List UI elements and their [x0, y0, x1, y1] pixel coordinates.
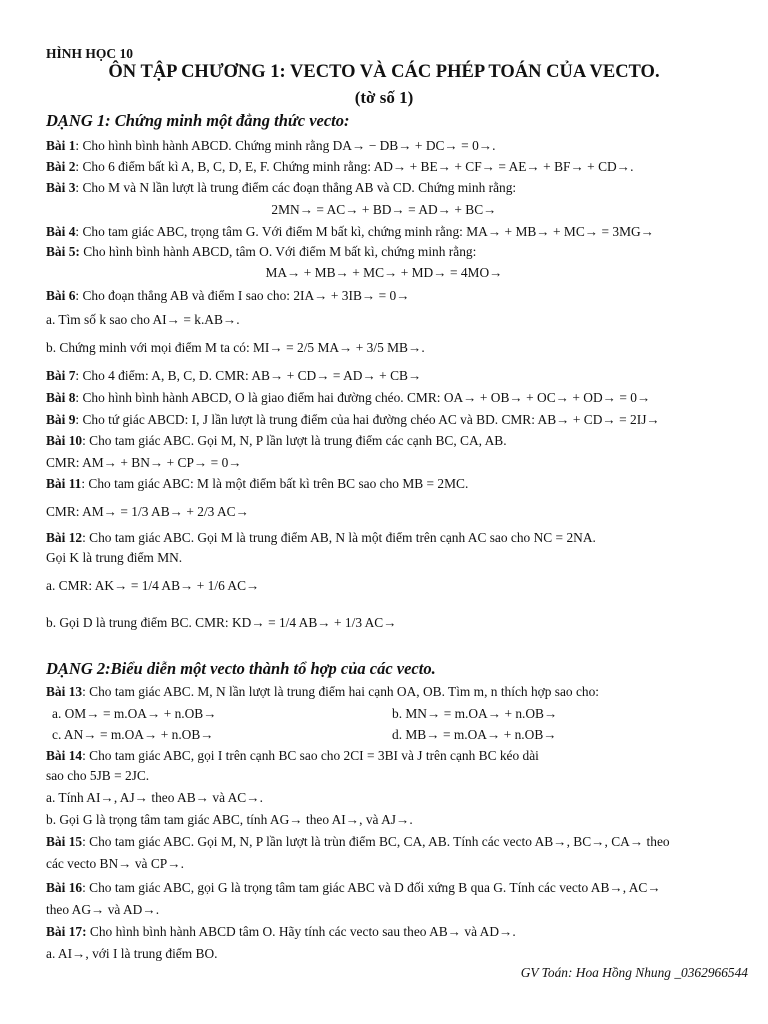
exercise-4: Bài 4: Cho tam giác ABC, trọng tâm G. Với điểm M bất kì, chứng minh rằng: MA→ + MB→ + MC→ = 3MG→	[46, 224, 655, 239]
exercise-6b: b. Chứng minh với mọi điểm M ta có: MI→ = 2/5 MA→ + 3/5 MB→.	[46, 340, 425, 355]
page-title: ÔN TẬP CHƯƠNG 1: VECTO VÀ CÁC PHÉP TOÁN CỦA VECTO.	[108, 62, 660, 82]
exercise-11: Bài 11: Cho tam giác ABC: M là một điểm bất kì trên BC sao cho MB = 2MC.	[46, 476, 469, 491]
exercise-3-formula: 2MN→ = AC→ + BD→ = AD→ + BC→	[271, 202, 497, 217]
exercise-12a: a. CMR: AK→ = 1/4 AB→ + 1/6 AC→	[46, 578, 260, 593]
exercise-7: Bài 7: Cho 4 điểm: A, B, C, D. CMR: AB→ + CD→ = AD→ + CB→	[46, 368, 422, 383]
exercise-2: Bài 2: Cho 6 điểm bất kì A, B, C, D, E, F. Chứng minh rằng: AD→ + BE→ + CF→ = AE→ + BF→ + CD→.	[46, 159, 634, 174]
course-label: HÌNH HỌC 10	[46, 46, 134, 61]
exercise-13d: d. MB→ = m.OA→ + n.OB→	[392, 727, 557, 742]
exercise-11-cmr: CMR: AM→ = 1/3 AB→ + 2/3 AC→	[46, 504, 249, 519]
exercise-13a: a. OM→ = m.OA→ + n.OB→	[52, 706, 217, 721]
exercise-16-cont: theo AG→ và AD→.	[46, 902, 160, 917]
sheet-number: (tờ số 1)	[354, 88, 414, 107]
exercise-14a: a. Tính AI→, AJ→ theo AB→ và AC→.	[46, 790, 263, 805]
exercise-13b: b. MN→ = m.OA→ + n.OB→	[392, 706, 558, 721]
exercise-14b: b. Gọi G là trọng tâm tam giác ABC, tính AG→ theo AI→, và AJ→.	[46, 812, 413, 827]
exercise-15: Bài 15: Cho tam giác ABC. Gọi M, N, P lần lượt là trùn điểm BC, CA, AB. Tính các vecto AB→, BC→, CA→ theo	[46, 834, 670, 849]
exercise-12-note: Gọi K là trung điểm MN.	[46, 550, 183, 565]
exercise-5: Bài 5: Cho hình bình hành ABCD, tâm O. Với điểm M bất kì, chứng minh rằng:	[46, 244, 477, 259]
exercise-15-cont: các vecto BN→ và CP→.	[46, 856, 184, 871]
exercise-9: Bài 9: Cho tứ giác ABCD: I, J lần lượt là trung điểm của hai đường chéo AC và BD. CMR: AB→ + CD→ = 2IJ→	[46, 412, 660, 427]
exercise-16: Bài 16: Cho tam giác ABC, gọi G là trọng tâm tam giác ABC và D đối xứng B qua G. Tính các vecto AB→, AC→	[46, 880, 661, 895]
exercise-3: Bài 3: Cho M và N lần lượt là trung điểm các đoạn thẳng AB và CD. Chứng minh rằng:	[46, 180, 517, 195]
exercise-17a: a. AI→, với I là trung điểm BO.	[46, 946, 218, 961]
exercise-10: Bài 10: Cho tam giác ABC. Gọi M, N, P lần lượt là trung điểm các cạnh BC, CA, AB.	[46, 433, 507, 448]
exercise-1: Bài 1: Cho hình bình hành ABCD. Chứng minh rằng DA→ − DB→ + DC→ = 0→.	[46, 138, 496, 153]
exercise-10-cmr: CMR: AM→ + BN→ + CP→ = 0→	[46, 455, 242, 470]
exercise-6: Bài 6: Cho đoạn thẳng AB và điểm I sao cho: 2IA→ + 3IB→ = 0→	[46, 288, 410, 303]
section-2-title: DẠNG 2:Biểu diễn một vecto thành tổ hợp của các vecto.	[46, 659, 436, 678]
exercise-13: Bài 13: Cho tam giác ABC. M, N lần lượt là trung điểm hai cạnh OA, OB. Tìm m, n thích hợp sao cho:	[46, 684, 600, 699]
exercise-12: Bài 12: Cho tam giác ABC. Gọi M là trung điểm AB, N là một điểm trên cạnh AC sao cho NC = 2NA.	[46, 530, 596, 545]
exercise-14: Bài 14: Cho tam giác ABC, gọi I trên cạnh BC sao cho 2CI = 3BI và J trên cạnh BC kéo dài	[46, 748, 539, 763]
exercise-17: Bài 17: Cho hình bình hành ABCD tâm O. Hãy tính các vecto sau theo AB→ và AD→.	[46, 924, 516, 939]
footer-author: GV Toán: Hoa Hồng Nhung _0362966544	[520, 965, 748, 980]
exercise-13c: c. AN→ = m.OA→ + n.OB→	[52, 727, 214, 742]
section-1-title: DẠNG 1: Chứng minh một đẳng thức vecto:	[46, 111, 350, 130]
exercise-12b: b. Gọi D là trung điểm BC. CMR: KD→ = 1/4 AB→ + 1/3 AC→	[46, 615, 397, 630]
exercise-14-cont: sao cho 5JB = 2JC.	[46, 768, 150, 783]
exercise-8: Bài 8: Cho hình bình hành ABCD, O là giao điểm hai đường chéo. CMR: OA→ + OB→ + OC→ + OD→ = 0→	[46, 390, 651, 405]
exercise-5-formula: MA→ + MB→ + MC→ + MD→ = 4MO→	[265, 265, 503, 280]
exercise-6a: a. Tìm số k sao cho AI→ = k.AB→.	[46, 312, 240, 327]
